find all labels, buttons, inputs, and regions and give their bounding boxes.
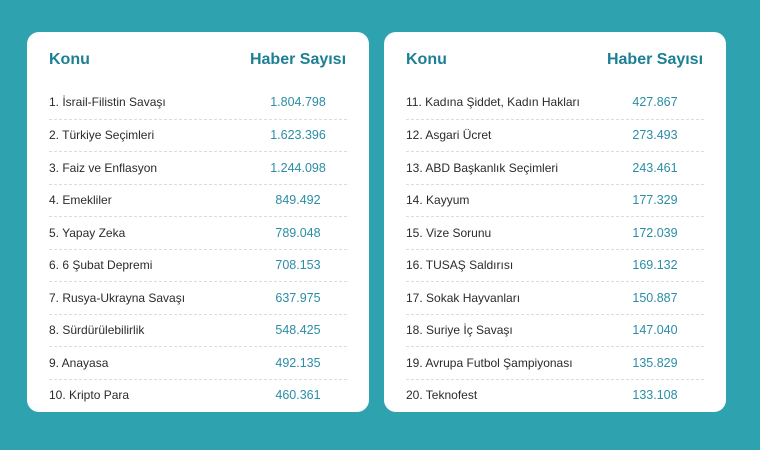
count-cell: 150.887 — [632, 290, 678, 305]
count-cell: 789.048 — [275, 225, 321, 240]
topic-cell: 19. Avrupa Futbol Şampiyonası — [406, 355, 573, 370]
count-cell: 172.039 — [632, 225, 678, 240]
table-row — [406, 184, 704, 217]
topic-cell: 16. TUSAŞ Saldırısı — [406, 258, 514, 273]
table-row — [49, 119, 347, 152]
table-row — [49, 86, 347, 119]
table-row — [406, 249, 704, 282]
count-column-header: Haber Sayısı — [606, 50, 704, 68]
count-cell: 637.975 — [275, 290, 321, 305]
table-row — [49, 184, 347, 217]
count-column-header: Haber Sayısı — [249, 50, 347, 68]
count-cell: 243.461 — [632, 160, 678, 175]
topic-cell: 20. Teknofest — [406, 388, 478, 403]
topic-cell: 18. Suriye İç Savaşı — [406, 323, 513, 338]
table-body — [49, 86, 347, 411]
topic-cell: 13. ABD Başkanlık Seçimleri — [406, 160, 559, 175]
count-cell: 460.361 — [275, 388, 321, 403]
table-row — [49, 281, 347, 314]
table-row — [406, 314, 704, 347]
topic-cell: 12. Asgari Ücret — [406, 128, 492, 143]
topic-cell: 15. Vize Sorunu — [406, 225, 492, 240]
count-cell: 849.492 — [275, 193, 321, 208]
topic-cell: 11. Kadına Şiddet, Kadın Hakları — [406, 95, 580, 110]
topic-cell: 9. Anayasa — [49, 355, 109, 370]
count-cell: 427.867 — [632, 95, 678, 110]
left-table-card — [27, 32, 369, 412]
topic-cell: 6. 6 Şubat Depremi — [49, 258, 153, 273]
topic-cell: 7. Rusya-Ukrayna Savaşı — [49, 290, 186, 305]
table-row — [406, 151, 704, 184]
count-cell: 1.623.396 — [270, 128, 326, 143]
topic-cell: 4. Emekliler — [49, 193, 112, 208]
table-header — [406, 32, 704, 86]
count-cell: 492.135 — [275, 355, 321, 370]
table-row — [49, 314, 347, 347]
topic-cell: 1. İsrail-Filistin Savaşı — [49, 95, 166, 110]
topic-cell: 5. Yapay Zeka — [49, 225, 126, 240]
topic-column-header: Konu — [406, 50, 447, 68]
table-row — [406, 346, 704, 379]
table-row — [406, 216, 704, 249]
count-cell: 177.329 — [632, 193, 678, 208]
table-row — [406, 379, 704, 412]
topic-cell: 10. Kripto Para — [49, 388, 130, 403]
topic-cell: 14. Kayyum — [406, 193, 470, 208]
count-cell: 273.493 — [632, 128, 678, 143]
count-cell: 1.244.098 — [270, 160, 326, 175]
topic-cell: 2. Türkiye Seçimleri — [49, 128, 155, 143]
table-row — [49, 216, 347, 249]
count-cell: 135.829 — [632, 355, 678, 370]
table-row — [406, 119, 704, 152]
table-header — [49, 32, 347, 86]
topic-column-header: Konu — [49, 50, 90, 68]
table-row — [406, 281, 704, 314]
count-cell: 133.108 — [632, 388, 678, 403]
count-cell: 169.132 — [632, 258, 678, 273]
count-cell: 1.804.798 — [270, 95, 326, 110]
table-row — [406, 86, 704, 119]
topic-cell: 3. Faiz ve Enflasyon — [49, 160, 158, 175]
count-cell: 147.040 — [632, 323, 678, 338]
count-cell: 708.153 — [275, 258, 321, 273]
table-row — [49, 379, 347, 412]
table-row — [49, 346, 347, 379]
topic-cell: 17. Sokak Hayvanları — [406, 290, 521, 305]
topic-cell: 8. Sürdürülebilirlik — [49, 323, 145, 338]
table-row — [49, 249, 347, 282]
right-table-card — [384, 32, 726, 412]
table-body — [406, 86, 704, 411]
table-row — [49, 151, 347, 184]
count-cell: 548.425 — [275, 323, 321, 338]
